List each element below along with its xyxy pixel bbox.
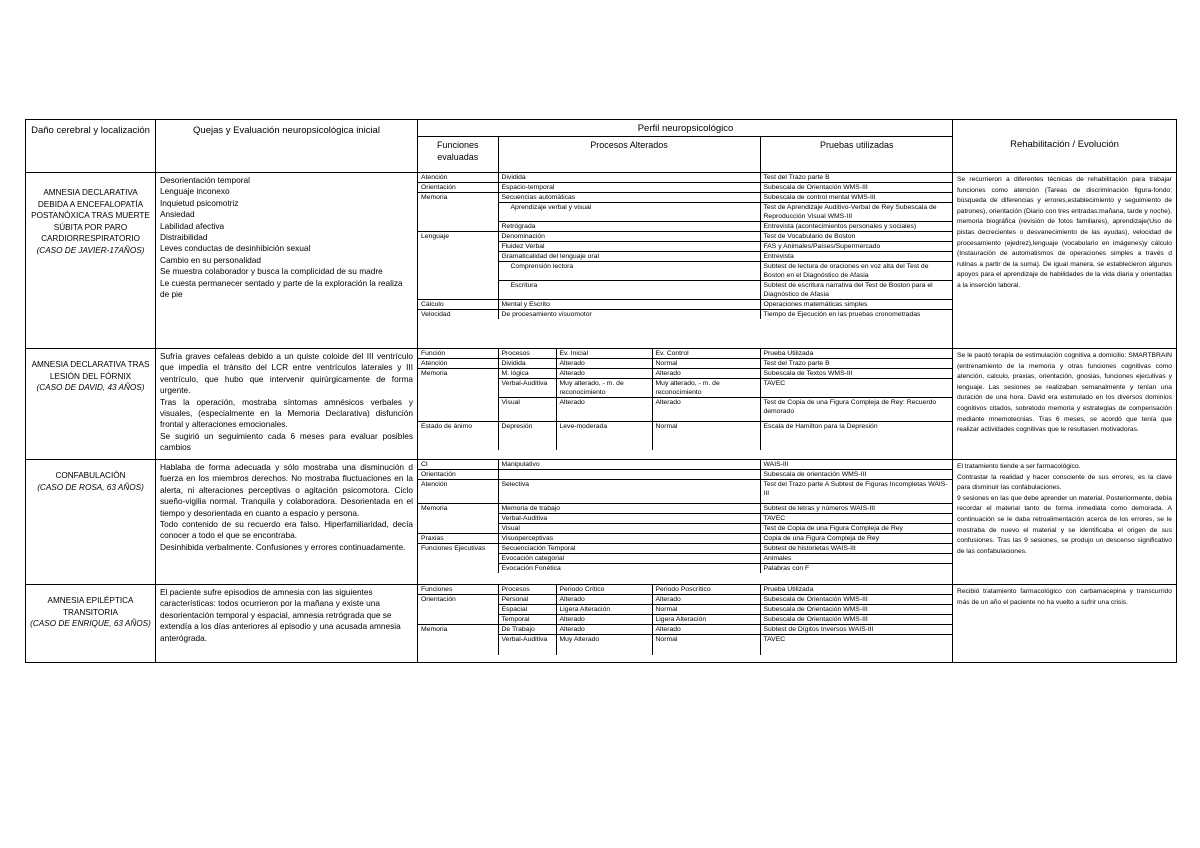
- table-cell: Denominación: [498, 232, 760, 242]
- rehab-cell: [953, 349, 1177, 460]
- complaint-item: Se sugirió un seguimiento cada 6 meses para evaluar posibles cambios: [160, 430, 413, 453]
- table-cell: Procesos: [498, 349, 556, 359]
- table-cell: CI: [418, 460, 498, 470]
- table-cell: Ev. Control: [652, 349, 760, 359]
- table-cell: Cálculo: [418, 300, 498, 310]
- rehab-text: El tratamiento tiende a ser farmacológico.: [957, 463, 1081, 470]
- case-name: CONFABULACIÓN: [55, 471, 126, 480]
- header-pruebas: Pruebas utilizadas: [760, 136, 953, 172]
- table-cell: Orientación: [418, 470, 498, 480]
- table-cell: TAVEC: [760, 379, 953, 398]
- profile-row: [418, 379, 953, 398]
- table-cell: Fluidez Verbal: [498, 242, 760, 252]
- table-cell: Alterado: [652, 625, 760, 635]
- profile-row: [418, 242, 953, 252]
- profile-cell: [418, 349, 953, 460]
- table-cell: Alterado: [556, 595, 652, 605]
- case-row-javier: [26, 173, 1177, 349]
- table-cell: [418, 379, 498, 398]
- table-cell: Muy alterado, - m. de reconocimiento: [652, 379, 760, 398]
- complaint-item: Leves conductas de desinhibición sexual: [160, 243, 311, 254]
- rehab-cell: [953, 585, 1177, 663]
- profile-row: [418, 564, 953, 574]
- table-cell: Verbal-Auditiva: [498, 379, 556, 398]
- table-cell: Estado de ánimo: [421, 423, 473, 430]
- profile-row: [418, 173, 953, 183]
- table-cell: Dividida: [498, 173, 760, 183]
- table-cell: Personal: [498, 595, 556, 605]
- table-cell: Ligera Alteración: [556, 605, 652, 615]
- table-cell: Alterado: [652, 369, 760, 379]
- table-cell: Subescala de Textos WMS-III: [760, 369, 953, 379]
- case-row-rosa: [26, 460, 1177, 585]
- table-cell: Subtest de escritura narrativa del Test de Boston para el Diagnóstico de Afasia: [760, 281, 953, 300]
- table-cell: Muy Alterado: [556, 635, 652, 655]
- case-label: [26, 460, 156, 585]
- header-perfil-title: Perfil neuropsicológico: [418, 120, 953, 136]
- table-cell: Manipulativo: [498, 460, 760, 470]
- table-cell: Subtest de lectura de oraciones en voz alta del Test de Boston en el Diagnóstico de Afasia: [760, 262, 953, 281]
- table-cell: [418, 222, 498, 232]
- table-cell: [418, 605, 498, 615]
- table-cell: De procesamiento visuomotor: [498, 310, 760, 320]
- table-cell: Evocación Fonética: [498, 564, 760, 574]
- table-cell: Palabras con F: [760, 564, 953, 574]
- complaints-cell: [156, 460, 418, 585]
- table-cell: [418, 635, 498, 655]
- table-cell: [418, 203, 498, 222]
- rehab-text: Contrastar la realidad y hacer consciente de sus errores, es la clave para disminuir las confabulaciones.: [957, 473, 1172, 492]
- profile-row: [418, 369, 953, 379]
- table-cell: FAS y Animales/Países/Supermercado: [760, 242, 953, 252]
- table-cell: Temporal: [498, 615, 556, 625]
- table-cell: Subescala de control mental WMS-III: [760, 193, 953, 203]
- profile-head-row: [418, 349, 953, 359]
- profile-row: [418, 544, 953, 554]
- table-cell: Visual: [498, 398, 556, 422]
- table-cell: [498, 470, 760, 480]
- table-cell: Prueba Utilizada: [760, 349, 953, 359]
- table-cell: TAVEC: [760, 635, 953, 655]
- table-cell: Subescala de Orientación WMS-III: [760, 595, 953, 605]
- table-cell: [418, 615, 498, 625]
- profile-cell: [418, 585, 953, 663]
- complaint-item: El paciente sufre episodios de amnesia con las siguientes características: todos ocurrieron por la mañana y existe una desorientación temporal y espacial, amnesia retrógrada que se extendía a los días anteriores al episodio y una acusada amnesia anterógrada.: [160, 587, 401, 643]
- table-cell: Subescala de Orientación WMS-III: [760, 605, 953, 615]
- table-cell: Test de Aprendizaje Auditivo-Verbal de Rey Subescala de Reproducción Visual WMS-III: [760, 203, 953, 222]
- table-cell: Normal: [652, 635, 760, 655]
- case-name: AMNESIA DECLARATIVA TRAS LESIÓN DEL FÓRNIX: [31, 360, 150, 381]
- complaint-item: Lenguaje inconexo: [160, 186, 230, 197]
- table-cell: Leve-moderada: [556, 422, 652, 450]
- table-cell: Normal: [652, 359, 760, 369]
- table-cell: Comprensión lectora: [498, 262, 760, 281]
- profile-row: [418, 232, 953, 242]
- case-name: AMNESIA DECLARATIVA DEBIDA A ENCEFALOPATÍA POSTANÓXICA TRAS MUERTE SÚBITA POR PARO CARDIORRESPIRATORIO: [31, 188, 150, 243]
- table-cell: Memoria: [421, 505, 448, 512]
- table-cell: Memoria: [421, 626, 448, 633]
- table-cell: Test del Trazo parte B: [760, 359, 953, 369]
- profile-row: [418, 203, 953, 222]
- profile-row: [418, 310, 953, 320]
- profile-row: [418, 281, 953, 300]
- table-cell: Praxias: [418, 534, 498, 544]
- table-cell: Ev. Inicial: [556, 349, 652, 359]
- complaint-item: Cambio en su personalidad: [160, 254, 262, 265]
- complaints-cell: [156, 349, 418, 460]
- table-cell: [418, 252, 498, 262]
- profile-table: [418, 349, 953, 450]
- profile-row: [418, 625, 953, 635]
- profile-row: [418, 504, 953, 514]
- profile-row: [418, 183, 953, 193]
- complaint-item: Todo contenido de su recuerdo era falso. Hiperfamiliaridad, decía conocer a todo el que se encontraba.: [160, 519, 413, 541]
- table-cell: Alterado: [556, 398, 652, 422]
- table-cell: Subescala de orientación WMS-III: [760, 470, 953, 480]
- table-cell: Test de Copia de una Figura Compleja de Rey: [760, 524, 953, 534]
- table-cell: Alterado: [556, 615, 652, 625]
- case-patient: (CASO DE ROSA, 63 AÑOS): [37, 482, 144, 492]
- table-cell: Subescala de Orientación WMS-III: [760, 615, 953, 625]
- complaint-item: Ansiedad: [160, 209, 195, 220]
- table-cell: Velocidad: [421, 311, 451, 318]
- table-cell: Atención: [418, 480, 498, 504]
- table-cell: Subtest de historietas WAIS-III: [760, 544, 953, 554]
- header-row: [26, 120, 1177, 173]
- case-name: AMNESIA EPILÉPTICA TRANSITORIA: [47, 596, 134, 617]
- table-cell: Espacio-temporal: [498, 183, 760, 193]
- table-cell: De Trabajo: [498, 625, 556, 635]
- table-cell: Alterado: [652, 398, 760, 422]
- profile-head-row: [418, 585, 953, 595]
- complaint-item: Labilidad afectiva: [160, 220, 225, 231]
- table-cell: Prueba Utilizada: [760, 585, 953, 595]
- table-cell: Entrevista (acontecimientos personales y sociales): [760, 222, 953, 232]
- profile-row: [418, 595, 953, 605]
- profile-table: [418, 585, 953, 655]
- profile-row: [418, 193, 953, 203]
- case-label: [26, 585, 156, 663]
- table-cell: Test de Vocabulario de Boston: [760, 232, 953, 242]
- header-procesos: Procesos Alterados: [498, 136, 760, 172]
- complaint-item: Inquietud psicomotriz: [160, 197, 239, 208]
- complaint-item: Le cuesta permanecer sentado y parte de la exploración la realiza de pie: [160, 277, 403, 300]
- header-rehab: Rehabilitación / Evolución: [953, 120, 1177, 173]
- rehab-text: Recibió tratamiento farmacológico con carbamacepina y transcurrido más de un año el paciente no ha vuelto a sufrir una crisis.: [957, 588, 1172, 606]
- table-cell: Espacial: [498, 605, 556, 615]
- table-cell: Test del Trazo parte A Subtest de Figuras Incompletas WAIS-III: [760, 480, 953, 504]
- case-row-enrique: [26, 585, 1177, 663]
- case-patient: (CASO DE DAVID, 43 AÑOS): [36, 383, 145, 392]
- table-cell: Alterado: [556, 369, 652, 379]
- rehab-text: Se recurrieron a diferentes técnicas de rehabilitación para trabajar funciones como atención (Tareas de discriminación figura-fondo; búsqueda de diferencias y errores,establecimiento y seguimiento de patrones), orientación (Diario con tres entradas:mañana, tarde y noche), memoria biográfica (revisión de fotos familiares), aprendizaje(Uso de pistas decrecientes o desvanecimiento de las ayudas), velocidad de procesamiento (ejedrez),lenguaje (vocabulario en imágenes)y cálculo (Instauración de automatismos de operaciones simples a través d rutinas a partir de la suma). De igual manera, se establecieron algunos apoyos para el aprendizaje de habilidades de la vida diaria y orientadas a la inserción laboral.: [957, 176, 1172, 289]
- profile-row: [418, 615, 953, 625]
- table-cell: Función: [418, 349, 498, 359]
- table-cell: Depresión: [498, 422, 556, 450]
- table-cell: Alterado: [652, 595, 760, 605]
- complaint-item: Desinhibida verbalmente. Confusiones y errores continuadamente.: [160, 541, 406, 552]
- table-cell: Lenguaje: [421, 233, 449, 240]
- profile-cell: [418, 460, 953, 585]
- profile-row: [418, 359, 953, 369]
- table-cell: Alterado: [556, 359, 652, 369]
- table-cell: Procesos: [498, 585, 556, 595]
- table-cell: Visual: [498, 524, 760, 534]
- table-cell: Memoria: [421, 194, 448, 201]
- table-cell: Escala de Hamilton para la Depresión: [760, 422, 953, 450]
- case-patient: (CASO DE JAVIER-17AÑOS): [36, 245, 145, 255]
- table-cell: Subtest de letras y números WAIS-III: [760, 504, 953, 514]
- rehab-text: 9 sesiones en las que debe aprender un material. Posteriormente, debía recordar el material tanto de forma inmediata como demorada. A continuación se le daba retroalimentación acerca de los errores, se le mostraba de nuevo el material y se identificaba el origen de sus confusiones. Tras las 9 sesiones, se produjo un descenso significativo de las confabulaciones.: [957, 494, 1172, 555]
- table-cell: TAVEC: [760, 514, 953, 524]
- table-cell: Visuoperceptivas: [498, 534, 760, 544]
- profile-cell: [418, 173, 953, 349]
- table-cell: Animales: [760, 554, 953, 564]
- table-cell: Gramaticalidad del lenguaje oral: [498, 252, 760, 262]
- profile-table: [418, 173, 953, 319]
- profile-row: [418, 262, 953, 281]
- table-cell: Subtest de Dígitos Inversos WAIS-III: [760, 625, 953, 635]
- table-cell: [418, 398, 498, 422]
- rehab-text: Se le pautó terapia de estimulación cognitiva a domicilio: SMARTBRAIN (entrenamiento de la memoria y otras funciones cognitivas como atención, calculo, praxias, orientación, gnosias, funciones ejecutivas y lenguaje. Las sesiones se realizaban semanalmente y tenían una duración de una hora. David era estimulado en los diversos dominios cognitivos citados, sobretodo memoria y estrategias de compensación mediante mnemotecnias. Tras 6 meses, se acordó que tenía que realizar actividades cognitivas que le resultasen motivadoras.: [957, 352, 1172, 434]
- profile-row: [418, 635, 953, 655]
- case-patient: (CASO DE ENRIQUE, 63 AÑOS): [30, 619, 151, 628]
- header-funciones: Funciones evaluadas: [436, 139, 479, 162]
- profile-table: [418, 460, 953, 573]
- complaint-item: Se muestra colaborador y busca la complicidad de su madre: [160, 266, 383, 277]
- table-cell: Normal: [652, 605, 760, 615]
- table-cell: Alterado: [556, 625, 652, 635]
- table-cell: Ligera Alteración: [652, 615, 760, 625]
- table-cell: Normal: [652, 422, 760, 450]
- profile-row: [418, 534, 953, 544]
- profile-row: [418, 524, 953, 534]
- table-cell: [418, 281, 498, 300]
- case-label: [26, 349, 156, 460]
- table-cell: Aprendizaje verbal y visual: [498, 203, 760, 222]
- table-cell: Entrevista: [760, 252, 953, 262]
- table-cell: Mental y Escrito: [498, 300, 760, 310]
- profile-row: [418, 222, 953, 232]
- header-perfil: [418, 120, 953, 173]
- table-cell: Atención: [418, 173, 498, 183]
- table-cell: Retrógrada: [498, 222, 760, 232]
- table-cell: Test de Copia de una Figura Compleja de Rey: Recuerdo demorado: [760, 398, 953, 422]
- profile-row: [418, 422, 953, 450]
- table-cell: Periodo Crítico: [556, 585, 652, 595]
- table-cell: Memoria de trabajo: [498, 504, 760, 514]
- profile-row: [418, 300, 953, 310]
- case-row-david: [26, 349, 1177, 460]
- table-cell: Memoria: [421, 370, 448, 377]
- table-cell: Copia de una Figura Compleja de Rey: [760, 534, 953, 544]
- table-cell: Subescala de Orientación WMS-III: [760, 183, 953, 193]
- profile-row: [418, 480, 953, 504]
- complaint-item: Hablaba de forma adecuada y sólo mostraba una disminución d fuerza en los miembros derechos. No mostraba fluctuaciones en la alerta, ni alteraciones perceptivas o agitación psicomotora. Ciclo sueño-vigilia normal. Tranquila y colaboradora. Desorientada en el tiempo y desorientada en cuanto a espacio y persona.: [160, 462, 413, 518]
- table-cell: [418, 262, 498, 281]
- complaint-item: Desorientación temporal: [160, 175, 250, 185]
- profile-row: [418, 554, 953, 564]
- table-cell: Atención: [418, 359, 498, 369]
- case-label: [26, 173, 156, 349]
- complaint-item: Sufría graves cefaleas debido a un quiste coloide del III ventrículo que impedía el tránsito del LCR entre ventrículos laterales y III ventrículo, que hubo que intervenir quirúrgicamente de forma urgente.: [160, 351, 413, 396]
- profile-row: [418, 470, 953, 480]
- profile-row: [418, 460, 953, 470]
- document-page: [25, 119, 1176, 663]
- table-cell: M. lógica: [498, 369, 556, 379]
- table-cell: Funciones: [418, 585, 498, 595]
- header-dano: Daño cerebral y localización: [26, 120, 156, 173]
- table-cell: Periodo Poscrítico: [652, 585, 760, 595]
- table-cell: Selectiva: [498, 480, 760, 504]
- table-cell: Verbal-Auditiva: [498, 514, 760, 524]
- table-cell: [418, 564, 498, 574]
- table-cell: WAIS-III: [760, 460, 953, 470]
- table-cell: Evocación categorial: [498, 554, 760, 564]
- table-cell: Orientación: [421, 596, 456, 603]
- table-cell: Dividida: [498, 359, 556, 369]
- complaint-item: Tras la operación, mostraba síntomas amnésicos verbales y visuales, (especialmente en la Memoria Declarativa) disfunción frontal y alteraciones emocionales.: [160, 396, 413, 430]
- header-quejas: Quejas y Evaluación neuropsicológica inicial: [156, 120, 418, 173]
- table-cell: Escritura: [498, 281, 760, 300]
- complaints-cell: [156, 585, 418, 663]
- profile-row: [418, 605, 953, 615]
- complaint-item: Distraibilidad: [160, 232, 208, 243]
- table-cell: Secuenciación Temporal: [498, 544, 760, 554]
- neuropsych-table: [25, 119, 1177, 663]
- rehab-cell: [953, 173, 1177, 349]
- profile-row: [418, 514, 953, 524]
- table-cell: [418, 514, 498, 524]
- profile-row: [418, 398, 953, 422]
- table-cell: Orientación: [418, 183, 498, 193]
- profile-row: [418, 252, 953, 262]
- table-cell: Muy alterado, - m. de reconocimiento: [556, 379, 652, 398]
- table-cell: Verbal-Auditiva: [498, 635, 556, 655]
- table-cell: Funciones Ejecutivas: [421, 545, 486, 552]
- table-cell: [418, 242, 498, 252]
- table-cell: Operaciones matemáticas simples: [760, 300, 953, 310]
- rehab-cell: [953, 460, 1177, 585]
- table-cell: Test del Trazo parte B: [760, 173, 953, 183]
- table-cell: [418, 524, 498, 534]
- table-cell: Secuencias automáticas: [498, 193, 760, 203]
- table-cell: Tiempo de Ejecución en las pruebas cronometradas: [760, 310, 953, 320]
- complaints-cell: [156, 173, 418, 349]
